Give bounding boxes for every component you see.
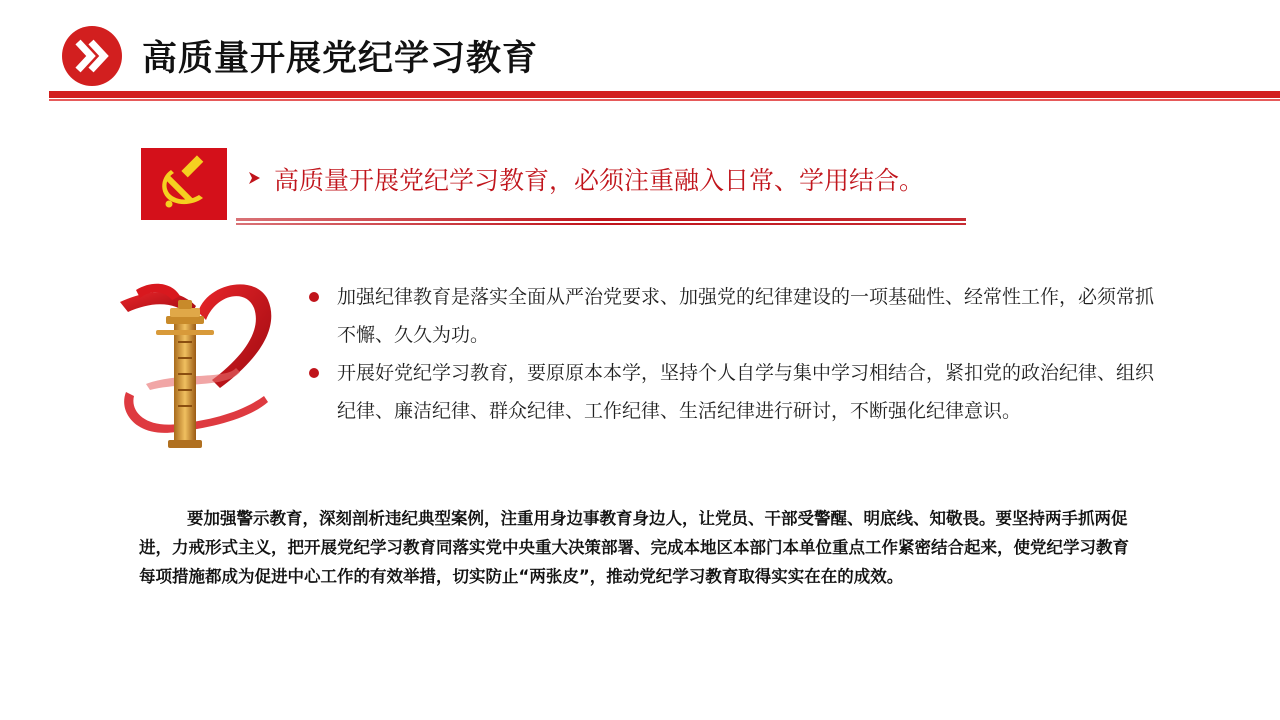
header-divider [49,91,1280,98]
list-item [306,354,1166,430]
double-chevron-right-icon [61,25,123,87]
page-title: 高质量开展党纪学习教育 [142,39,539,79]
header-divider-thin [49,99,1280,101]
bullet-dot-icon [309,368,319,378]
bullet-text: 加强纪律教育是落实全面从严治党要求、加强党的纪律建设的一项基础性、经常性工作，必须常抓不懈、久久为功。 [337,286,1155,346]
bullet-text: 开展好党纪学习教育，要原原本本学，坚持个人自学与集中学习相结合，紧扣党的政治纪律、组织纪律、廉洁纪律、群众纪律、工作纪律、生活纪律进行研讨，不断强化纪律意识。 [337,362,1155,422]
arrow-bullet-icon [247,167,261,189]
list-item [306,278,1166,354]
ribbon-column-illustration [116,272,282,450]
bullet-list [306,278,1166,430]
body-paragraph: 要加强警示教育，深刻剖析违纪典型案例，注重用身边事教育身边人，让党员、干部受警醒、明底线、知敬畏。要坚持两手抓两促进，力戒形式主义，把开展党纪学习教育同落实党中央重大决策部署、完成本地区本部门本单位重点工作紧密结合起来，使党纪学习教育每项措施都成为促进中心工作的有效举措，切实防止“两张皮”，推动党纪学习教育取得实实在在的成效。 [139,509,1129,586]
section-subtitle: 高质量开展党纪学习教育，必须注重融入日常、学用结合。 [274,166,925,195]
hammer-sickle-icon [141,148,227,220]
subtitle-divider [236,211,966,219]
bullet-dot-icon [309,292,319,302]
